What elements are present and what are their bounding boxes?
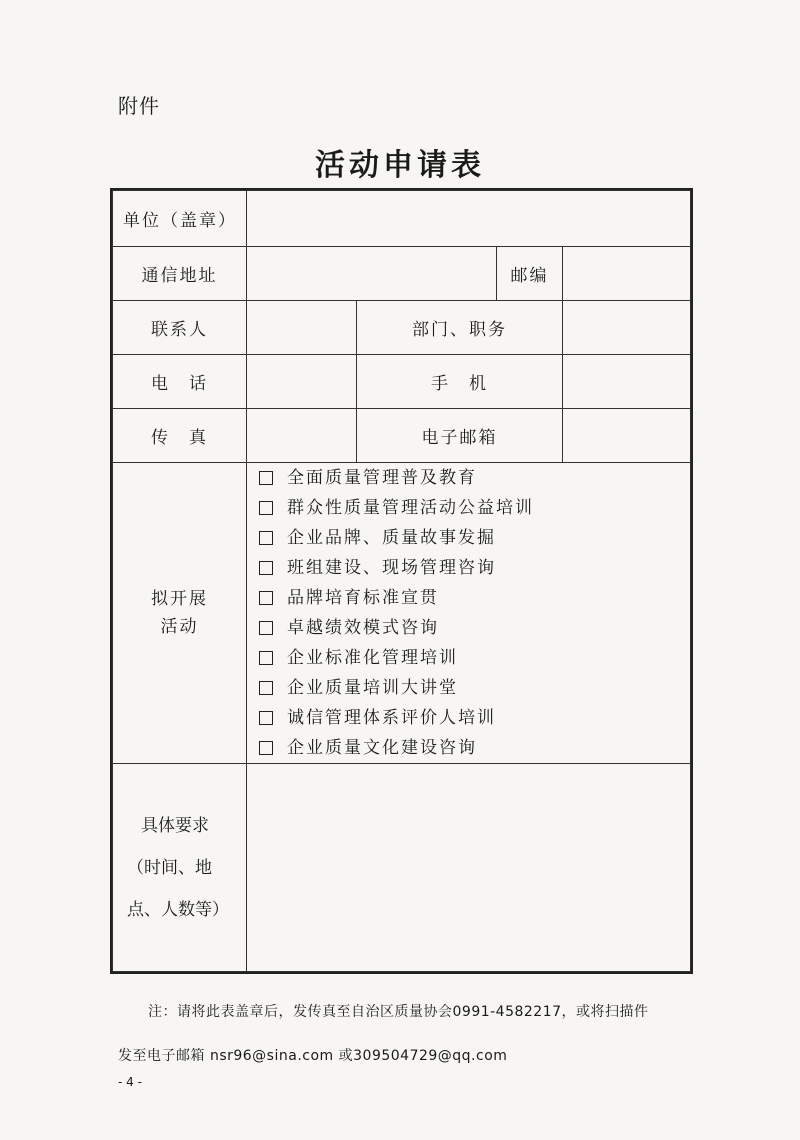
postcode-field[interactable] [563,247,691,301]
activity-list [247,463,690,763]
dept-field[interactable] [563,301,691,355]
activity-option[interactable] [259,703,690,733]
activity-option-label: 卓越绩效模式咨询 [287,618,439,638]
mobile-field[interactable] [563,355,691,409]
activity-option[interactable] [259,493,690,523]
checkbox-icon[interactable] [259,501,273,515]
form-title: 活动申请表 [315,148,485,183]
unit-label: 单位（盖章） [113,191,247,247]
row-phone [113,355,691,409]
row-fax [113,409,691,463]
activities-label-line1: 拟开展 [151,589,208,609]
activity-option-label: 班组建设、现场管理咨询 [287,558,496,578]
activity-option-label: 企业质量培训大讲堂 [287,678,458,698]
activities-cell [247,463,691,764]
attachment-label: 附件 [118,94,160,118]
activities-label-line2: 活动 [160,617,199,637]
application-form-table [112,190,691,972]
address-field[interactable] [247,247,497,301]
checkbox-icon[interactable] [259,681,273,695]
requirements-label-line2: （时间、地 [127,857,212,878]
page-number: - 4 - [118,1075,142,1089]
row-unit [113,191,691,247]
activity-option-label: 品牌培育标准宣贯 [287,588,439,608]
contact-label: 联系人 [113,301,247,355]
activity-option[interactable] [259,733,690,763]
phone-field[interactable] [247,355,357,409]
fax-label: 传 真 [113,409,247,463]
activity-option-label: 企业品牌、质量故事发掘 [287,528,496,548]
row-address [113,247,691,301]
fax-field[interactable] [247,409,357,463]
checkbox-icon[interactable] [259,591,273,605]
address-label: 通信地址 [113,247,247,301]
checkbox-icon[interactable] [259,471,273,485]
activity-option-label: 企业标准化管理培训 [287,648,458,668]
checkbox-icon[interactable] [259,741,273,755]
checkbox-icon[interactable] [259,621,273,635]
email-field[interactable] [563,409,691,463]
activity-option[interactable] [259,643,690,673]
row-activities [113,463,691,764]
row-requirements [113,764,691,972]
mobile-label: 手 机 [357,355,563,409]
activity-option[interactable] [259,613,690,643]
activity-option-label: 全面质量管理普及教育 [287,468,477,488]
email-label: 电子邮箱 [357,409,563,463]
activities-label [113,463,247,764]
phone-label: 电 话 [113,355,247,409]
activity-option-label: 群众性质量管理活动公益培训 [287,498,534,518]
activity-option[interactable] [259,673,690,703]
requirements-field[interactable] [247,764,691,972]
requirements-label-line1: 具体要求 [141,815,209,836]
checkbox-icon[interactable] [259,711,273,725]
checkbox-icon[interactable] [259,561,273,575]
footer-note-line1: 注：请将此表盖章后，发传真至自治区质量协会0991-4582217，或将扫描件 [148,1004,649,1020]
dept-label: 部门、职务 [357,301,563,355]
unit-field[interactable] [247,191,691,247]
row-contact [113,301,691,355]
requirements-label [113,764,247,972]
application-form [110,188,693,974]
postcode-label: 邮编 [497,247,563,301]
activity-option[interactable] [259,553,690,583]
activity-option-label: 企业质量文化建设咨询 [287,738,477,758]
requirements-label-line3: 点、人数等） [127,899,229,920]
activity-option[interactable] [259,463,690,493]
activity-option-label: 诚信管理体系评价人培训 [287,708,496,728]
checkbox-icon[interactable] [259,531,273,545]
footer-note-line2: 发至电子邮箱 nsr96@sina.com 或309504729@qq.com [118,1048,508,1064]
activity-option[interactable] [259,583,690,613]
checkbox-icon[interactable] [259,651,273,665]
contact-field[interactable] [247,301,357,355]
activity-option[interactable] [259,523,690,553]
footer-note [118,990,718,1078]
